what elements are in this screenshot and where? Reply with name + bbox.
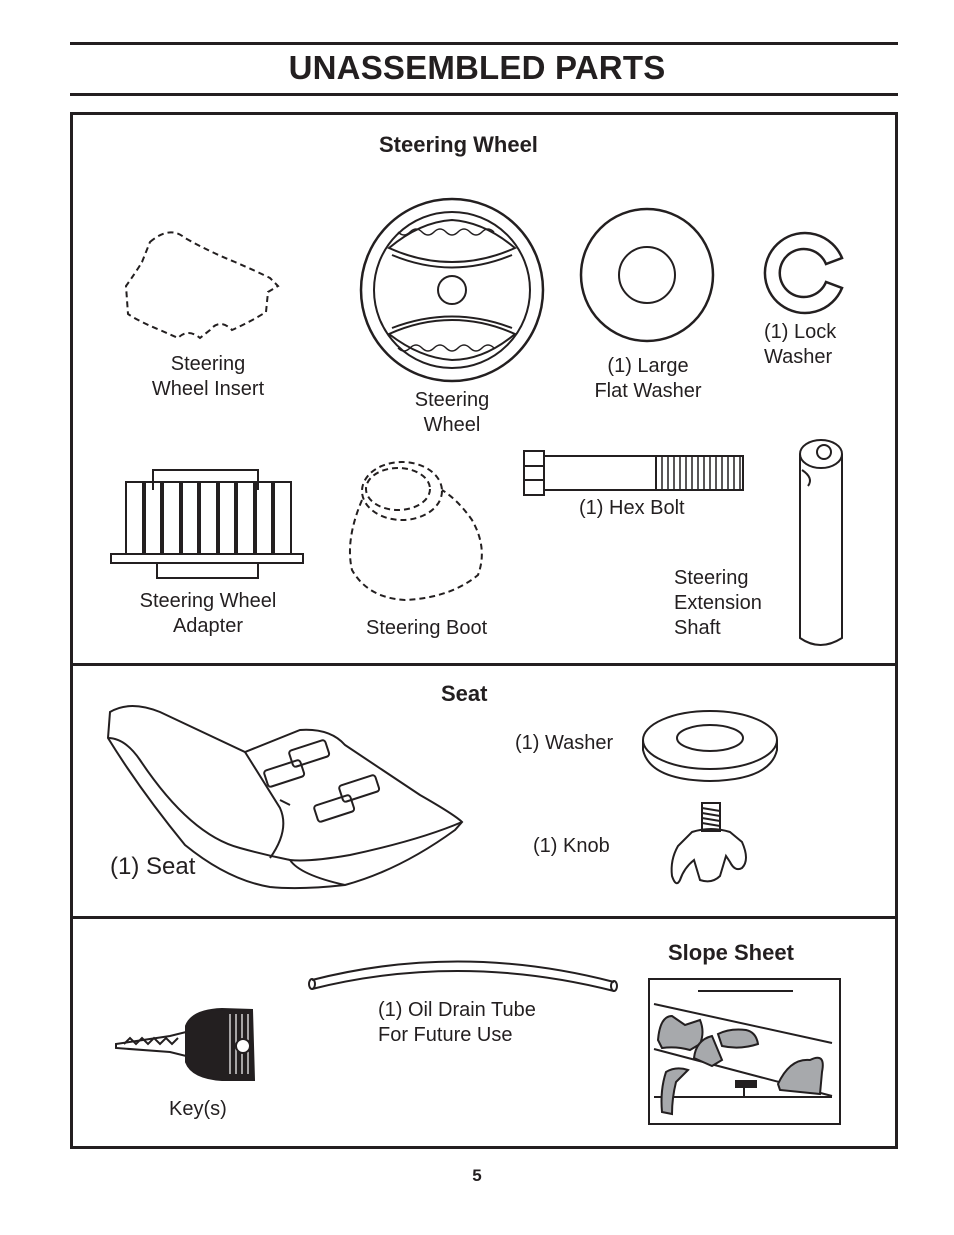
knob-label: (1) Knob (533, 835, 610, 857)
lock-washer-label: (1) Lock Washer (764, 321, 837, 368)
slope-sheet-icon (649, 979, 840, 1124)
key-icon (116, 1009, 254, 1080)
steering-wheel-icon (361, 199, 543, 381)
lock-washer-icon (765, 233, 842, 313)
steering-boot-icon (350, 462, 482, 600)
large-flat-washer-icon (581, 209, 713, 341)
page-title: UNASSEMBLED PARTS (288, 49, 666, 86)
steering-boot-label: Steering Boot (366, 617, 488, 639)
oil-drain-tube-label: (1) Oil Drain Tube For Future Use (378, 999, 536, 1046)
steering-wheel-insert-icon (126, 232, 278, 338)
seat-heading: Seat (441, 681, 488, 706)
slope-sheet-heading: Slope Sheet (668, 940, 794, 965)
steering-extension-shaft-label: Steering Extension Shaft (674, 567, 762, 639)
steering-wheel-adapter-label: Steering Wheel Adapter (139, 590, 277, 637)
washer-label: (1) Washer (515, 732, 614, 754)
steering-wheel-heading: Steering Wheel (379, 132, 538, 157)
hex-bolt-icon (524, 451, 743, 495)
steering-wheel-adapter-icon (111, 470, 303, 578)
steering-wheel-insert-label: Steering Wheel Insert (151, 353, 265, 400)
hex-bolt-label: (1) Hex Bolt (579, 497, 685, 519)
steering-wheel-label: Steering Wheel (414, 389, 490, 436)
large-flat-washer-label: (1) Large Flat Washer (594, 355, 702, 402)
page-number: 5 (472, 1166, 482, 1185)
oil-drain-tube-icon (309, 961, 617, 991)
knob-icon (672, 803, 746, 883)
keys-label: Key(s) (169, 1098, 227, 1120)
steering-extension-shaft-icon (800, 440, 842, 645)
seat-washer-icon (643, 711, 777, 781)
seat-label: (1) Seat (110, 853, 196, 880)
